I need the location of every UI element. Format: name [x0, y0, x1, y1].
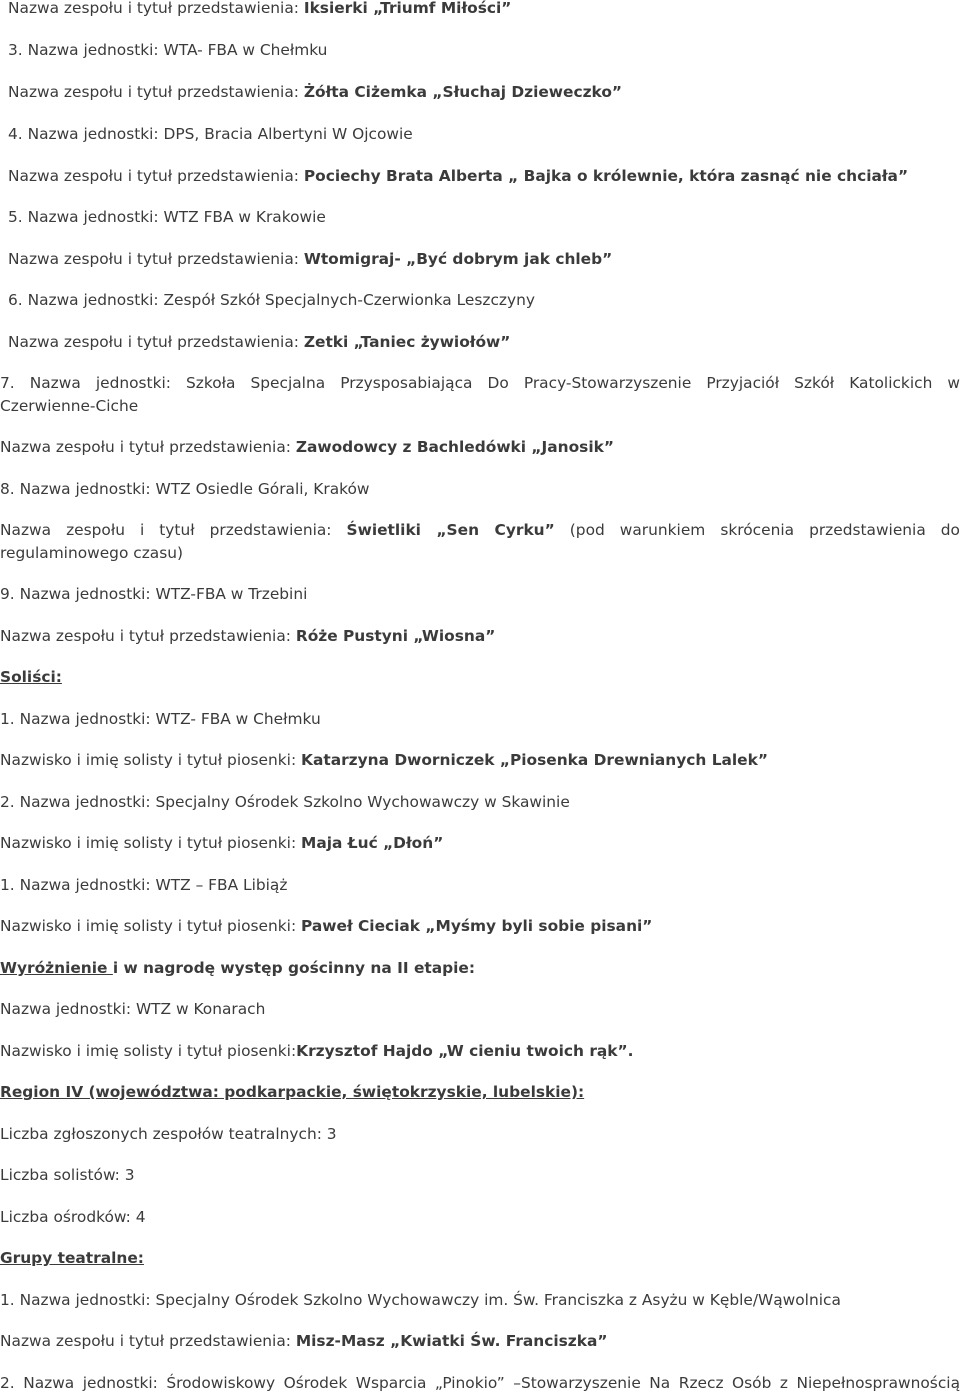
field-value: Róże Pustyni „Wiosna”	[295, 627, 496, 645]
unit-line: 1. Nazwa jednostki: Specjalny Ośrodek Szkolno Wychowawczy im. Św. Franciszka z Asyżu w Kęble/Wąwolnica	[0, 1291, 841, 1309]
field-value: Pociechy Brata Alberta „ Bajka o królewnie, która zasnąć nie chciała”	[303, 167, 909, 185]
distinction-label: Wyróżnienie	[0, 959, 113, 977]
unit-line: 7. Nazwa jednostki: Szkoła Specjalna Przysposabiająca Do Pracy-Stowarzyszenie Przyjaciół Szkół Katolickich w	[0, 374, 960, 392]
section-heading-distinction	[0, 957, 960, 979]
field-label: Nazwa zespołu i tytuł przedstawienia:	[8, 250, 304, 268]
section-heading-region: Region IV (województwa: podkarpackie, świętokrzyskie, lubelskie):	[0, 1083, 585, 1101]
unit-line: 5. Nazwa jednostki: WTZ FBA w Krakowie	[8, 208, 326, 226]
field-value: Paweł Cieciak „Myśmy byli sobie pisani”	[301, 917, 653, 935]
performance-line-continuation: regulaminowego czasu)	[0, 544, 184, 562]
field-label: Nazwa zespołu i tytuł przedstawienia:	[8, 167, 304, 185]
field-label: Nazwa zespołu i tytuł przedstawienia:	[8, 333, 304, 351]
field-value: Krzysztof Hajdo „W cieniu twoich rąk”.	[296, 1042, 634, 1060]
field-value: Misz-Masz „Kwiatki Św. Franciszka”	[295, 1332, 608, 1350]
performance-line	[0, 436, 960, 458]
field-label: Nazwa zespołu i tytuł przedstawienia:	[8, 0, 304, 17]
field-label: Nazwisko i imię solisty i tytuł piosenki:	[0, 751, 302, 769]
performance-line	[0, 248, 960, 270]
field-label: Nazwa zespołu i tytuł przedstawienia:	[0, 627, 296, 645]
field-label: Nazwa zespołu i tytuł przedstawienia:	[0, 521, 347, 539]
unit-line: 2. Nazwa jednostki: Środowiskowy Ośrodek Wsparcia „Pinokio” –Stowarzyszenie Na Rzecz Osób z Niepełnosprawnością	[0, 1374, 960, 1392]
field-value: Iksierki „Triumf Miłości”	[303, 0, 512, 17]
unit-line: 3. Nazwa jednostki: WTA- FBA w Chełmku	[8, 41, 328, 59]
section-heading-groups: Grupy teatralne:	[0, 1249, 144, 1267]
field-label: Nazwa zespołu i tytuł przedstawienia:	[0, 438, 296, 456]
soloist-line	[0, 1040, 960, 1062]
unit-line: 1. Nazwa jednostki: WTZ- FBA w Chełmku	[0, 710, 321, 728]
field-label: Nazwisko i imię solisty i tytuł piosenki:	[0, 917, 302, 935]
field-label: Nazwisko i imię solisty i tytuł piosenki:	[0, 834, 302, 852]
unit-line: 6. Nazwa jednostki: Zespół Szkół Specjalnych-Czerwionka Leszczyny	[8, 291, 535, 309]
performance-line	[0, 165, 960, 187]
field-value: Wtomigraj- „Być dobrym jak chleb”	[303, 250, 613, 268]
unit-line: 8. Nazwa jednostki: WTZ Osiedle Górali, Kraków	[0, 480, 370, 498]
field-value: Katarzyna Dworniczek „Piosenka Drewnianych Lalek”	[301, 751, 768, 769]
field-label: Nazwisko i imię solisty i tytuł piosenki:	[0, 1042, 297, 1060]
stat-line: Liczba zgłoszonych zespołów teatralnych: 3	[0, 1125, 337, 1143]
field-label: Nazwa zespołu i tytuł przedstawienia:	[8, 83, 304, 101]
distinction-rest: i w nagrodę występ gościnny na II etapie:	[112, 959, 476, 977]
field-value: Zawodowcy z Bachledówki „Janosik”	[295, 438, 614, 456]
performance-line	[0, 519, 960, 541]
performance-line	[0, 625, 960, 647]
field-note: (pod warunkiem skrócenia przedstawienia do	[569, 521, 960, 539]
stat-line: Liczba ośrodków: 4	[0, 1208, 146, 1226]
performance-line	[0, 331, 960, 353]
soloist-line	[0, 832, 960, 854]
field-value: Zetki „Taniec żywiołów”	[303, 333, 511, 351]
unit-line: 4. Nazwa jednostki: DPS, Bracia Albertyni W Ojcowie	[8, 125, 413, 143]
unit-line: Nazwa jednostki: WTZ w Konarach	[0, 1000, 266, 1018]
unit-line: 1. Nazwa jednostki: WTZ – FBA Libiąż	[0, 876, 288, 894]
soloist-line	[0, 915, 960, 937]
field-label: Nazwa zespołu i tytuł przedstawienia:	[0, 1332, 296, 1350]
performance-line	[0, 0, 960, 19]
unit-line-continuation: Czerwienne-Ciche	[0, 397, 139, 415]
soloist-line	[0, 749, 960, 771]
stat-line: Liczba solistów: 3	[0, 1166, 135, 1184]
performance-line	[0, 81, 960, 103]
field-value: Maja Łuć „Dłoń”	[301, 834, 444, 852]
unit-line: 9. Nazwa jednostki: WTZ-FBA w Trzebini	[0, 585, 308, 603]
section-heading-soloists: Soliści:	[0, 668, 62, 686]
field-value: Świetliki „Sen Cyrku”	[346, 521, 555, 539]
performance-line	[0, 1330, 960, 1352]
unit-line: 2. Nazwa jednostki: Specjalny Ośrodek Szkolno Wychowawczy w Skawinie	[0, 793, 570, 811]
field-value: Żółta Ciżemka „Słuchaj Dzieweczko”	[303, 83, 623, 101]
